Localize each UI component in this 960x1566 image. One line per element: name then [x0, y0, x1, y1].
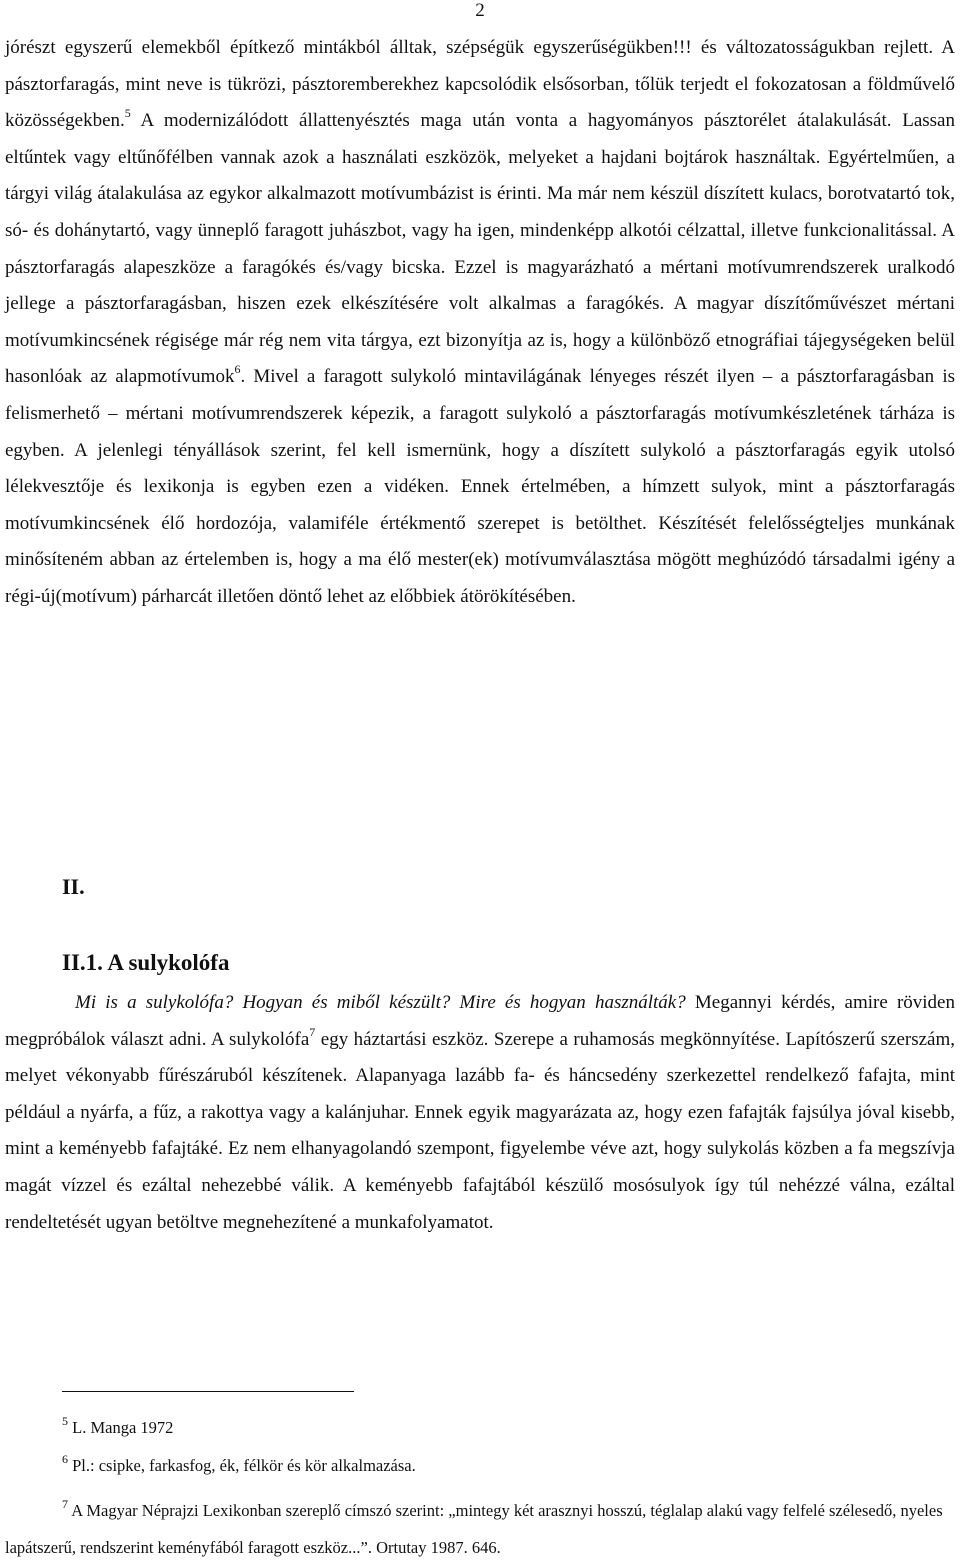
- footnote-text: A Magyar Néprajzi Lexikonban szereplő címszó szerint: „mintegy két arasznyi hosszú, téglalap alakú vagy felfelé szélesedő, nyeles lapátszerű, rendszerint keményfából faragott eszköz...”. Ortutay 1987. 646.: [5, 1501, 943, 1557]
- footnote-text: L. Manga 1972: [68, 1418, 174, 1437]
- section-number: II.1.: [62, 950, 103, 975]
- section-title: A sulykolófa: [107, 950, 230, 975]
- footnote-7: [5, 1492, 955, 1566]
- paragraph-text: egy háztartási eszköz. Szerepe a ruhamosás megkönnyítése. Lapítószerű szerszám, melyet vékonyabb fűrészáruból készítenek. Alapanyaga lazább fa- és háncsedény szerkezettel rendelkező fafajta, mint például a nyárfa, a fűz, a rakottya vagy a kalánjuhar. Ennek egyik magyarázata az, hogy ezen fafajták fajsúlya jóval kisebb, mint a keményebb fafajtáké. Ez nem elhanyagolandó szempont, figyelembe véve azt, hogy sulykolás közben a fa megszívja magát vízzel és ezáltal nehezebbé válik. A keményebb fafajtából készülő mosósulyok így túl nehézzé válna, ezáltal rendeltetését ugyan betöltve megnehezítené a munkafolyamatot.: [5, 1028, 955, 1233]
- footnote-5: [62, 1414, 960, 1438]
- chapter-heading: II.: [62, 874, 85, 899]
- page-number: 2: [475, 0, 485, 21]
- paragraph-text: jórészt egyszerű elemekből építkező mintákból álltak, szépségük egyszerűségükben!!! és változatosságukban rejlett. A pásztorfaragás, mint neve is tükrözi, pásztoremberekhez kapcsolódik elsősorban, tőlük terjedt el fokozatosan a földművelő közösségekben.: [5, 37, 955, 132]
- paragraph-text: Megannyi kérdés, amire röviden megpróbálok választ adni. A sulykolófa: [5, 992, 955, 1050]
- footnote-ref-6[interactable]: 6: [234, 362, 241, 377]
- footnote-ref-7[interactable]: 7: [309, 1024, 316, 1039]
- intro-questions: Mi is a sulykolófa? Hogyan és miből készült? Mire és hogyan használták?: [75, 992, 686, 1013]
- section-heading: [62, 950, 229, 976]
- footnote-6: [62, 1452, 960, 1476]
- paragraph-text: A modernizálódott állattenyésztés maga után vonta a hagyományos pásztorélet átalakulását. Lassan eltűntek vagy eltűnőfélben vannak azok a használati eszközök, melyeket a hajdani bojtárok használtak. Egyértelműen, a tárgyi világ átalakulása az egykor alkalmazott motívumbázist is érinti. Ma már nem készül díszített kulacs, borotvatartó tok, só- és dohánytartó, vagy ünneplő faragott juhászbot, vagy ha igen, mindenképp alkotói célzattal, illetve funkcionalitással. A pásztorfaragás alapeszköze a faragókés és/vagy bicska. Ezzel is magyarázható a mértani motívumrendszerek uralkodó jellege a pásztorfaragásban, hiszen ezek elkészítésére volt alkalmas a faragókés. A magyar díszítőművészet mértani motívumkincsének régisége már rég nem vita tárgya, ezt bizonyítja az is, hogy a különböző etnográfiai tájegységeken belül hasonlóak az alapmotívumok: [5, 110, 955, 388]
- footnote-number: 5: [62, 1414, 68, 1428]
- footnote-number: 7: [62, 1497, 68, 1511]
- footnote-text: Pl.: csipke, farkasfog, ék, félkör és kör alkalmazása.: [68, 1456, 416, 1475]
- footnote-number: 6: [62, 1452, 68, 1466]
- paragraph-text: . Mivel a faragott sulykoló mintavilágának lényeges részét ilyen – a pásztorfaragásban is felismerhető – mértani motívumrendszerek képezik, a faragott sulykoló a pásztorfaragás motívumkészletének tárháza is egyben. A jelenlegi tényállások szerint, fel kell ismernünk, hogy a díszített sulykoló a pásztorfaragás egyik utolsó lélekvesztője és lexikonja is egyben ezen a vidéken. Ennek értelmében, a hímzett sulyok, mint a pásztorfaragás motívumkincsének élő hordozója, valamiféle értékmentő szerepet is betölthet. Készítését felelősségteljes munkának minősíteném abban az értelemben is, hogy a ma élő mester(ek) motívumválasztása mögött meghúzódó társadalmi igény a régi-új(motívum) párharcát illetően döntő lehet az előbbiek átörökítésében.: [5, 366, 955, 607]
- footnote-separator: [62, 1391, 354, 1392]
- body-paragraph-1: [5, 30, 955, 616]
- body-paragraph-2: [5, 985, 955, 1241]
- footnote-ref-5[interactable]: 5: [124, 106, 131, 121]
